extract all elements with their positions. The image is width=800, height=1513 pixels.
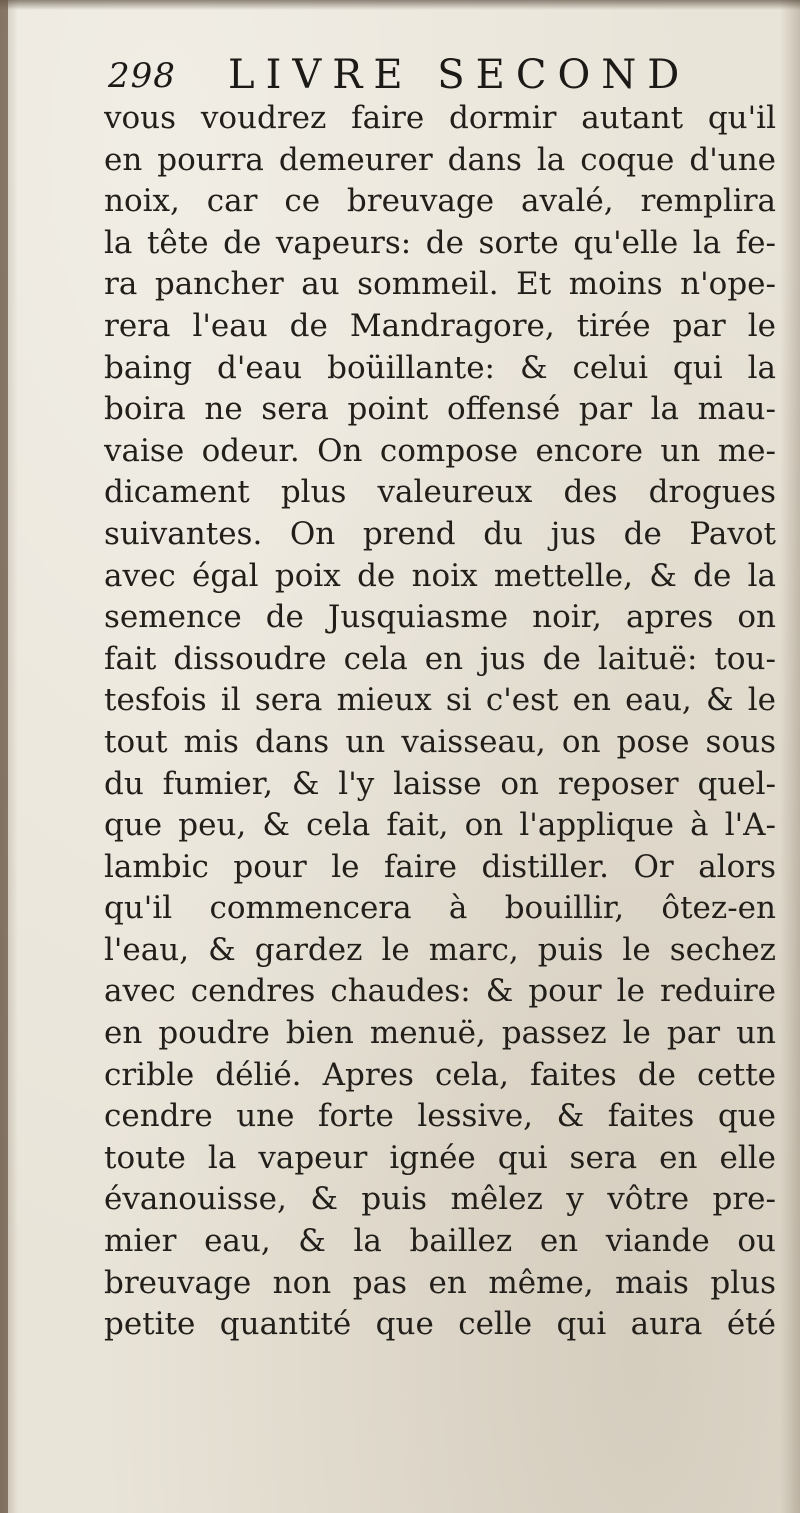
text-line: évanouisse, & puis mêlez y vôtre pre-: [104, 1181, 776, 1218]
text-line: fait dissoudre cela en jus de laituë: tou-: [104, 640, 776, 677]
text-line: l'eau, & gardez le marc, puis le sechez: [104, 931, 776, 968]
text-line: en pourra demeurer dans la coque d'une: [104, 141, 776, 178]
text-line: breuvage non pas en même, mais plus: [104, 1264, 776, 1301]
text-line: boira ne sera point offensé par la mau-: [104, 391, 776, 428]
text-line: mier eau, & la baillez en viande ou: [104, 1223, 776, 1260]
text-line: avec cendres chaudes: & pour le reduire: [104, 973, 776, 1010]
text-line: baing d'eau boüillante: & celui qui la: [104, 349, 776, 386]
text-line: tout mis dans un vaisseau, on pose sous: [104, 723, 776, 760]
page-binding-edge: [0, 0, 8, 1513]
page-number: 298: [108, 56, 176, 96]
text-line: tesfois il sera mieux si c'est en eau, & le: [104, 682, 776, 719]
text-line: que peu, & cela fait, on l'applique à l'A-: [104, 807, 776, 844]
page-header: [108, 48, 728, 104]
text-line: cendre une forte lessive, & faites que: [104, 1098, 776, 1135]
text-line: suivantes. On prend du jus de Pavot: [104, 515, 776, 552]
text-line: crible délié. Apres cela, faites de cette: [104, 1056, 776, 1093]
text-line: vous voudrez faire dormir autant qu'il: [104, 100, 776, 136]
running-head: LIVRE SECOND: [228, 52, 691, 98]
text-line: ra pancher au sommeil. Et moins n'ope-: [104, 266, 776, 303]
text-line: du fumier, & l'y laisse on reposer quel-: [104, 765, 776, 802]
text-line: noix, car ce breuvage avalé, remplira: [104, 183, 776, 220]
text-line: toute la vapeur ignée qui sera en elle: [104, 1139, 776, 1176]
text-line: la tête de vapeurs: de sorte qu'elle la fe-: [104, 224, 776, 261]
body-text: [104, 98, 776, 1346]
text-line: petite quantité que celle qui aura été: [104, 1306, 776, 1343]
text-line: vaise odeur. On compose encore un me-: [104, 432, 776, 469]
text-line: dicament plus valeureux des drogues: [104, 474, 776, 511]
page-top-shadow: [0, 0, 800, 10]
text-line: en poudre bien menuë, passez le par un: [104, 1015, 776, 1052]
text-line: qu'il commencera à bouillir, ôtez-en: [104, 890, 776, 927]
text-line: rera l'eau de Mandragore, tirée par le: [104, 307, 776, 344]
text-line: semence de Jusquiasme noir, apres on: [104, 599, 776, 636]
text-line: lambic pour le faire distiller. Or alors: [104, 848, 776, 885]
text-line: avec égal poix de noix mettelle, & de la: [104, 557, 776, 594]
